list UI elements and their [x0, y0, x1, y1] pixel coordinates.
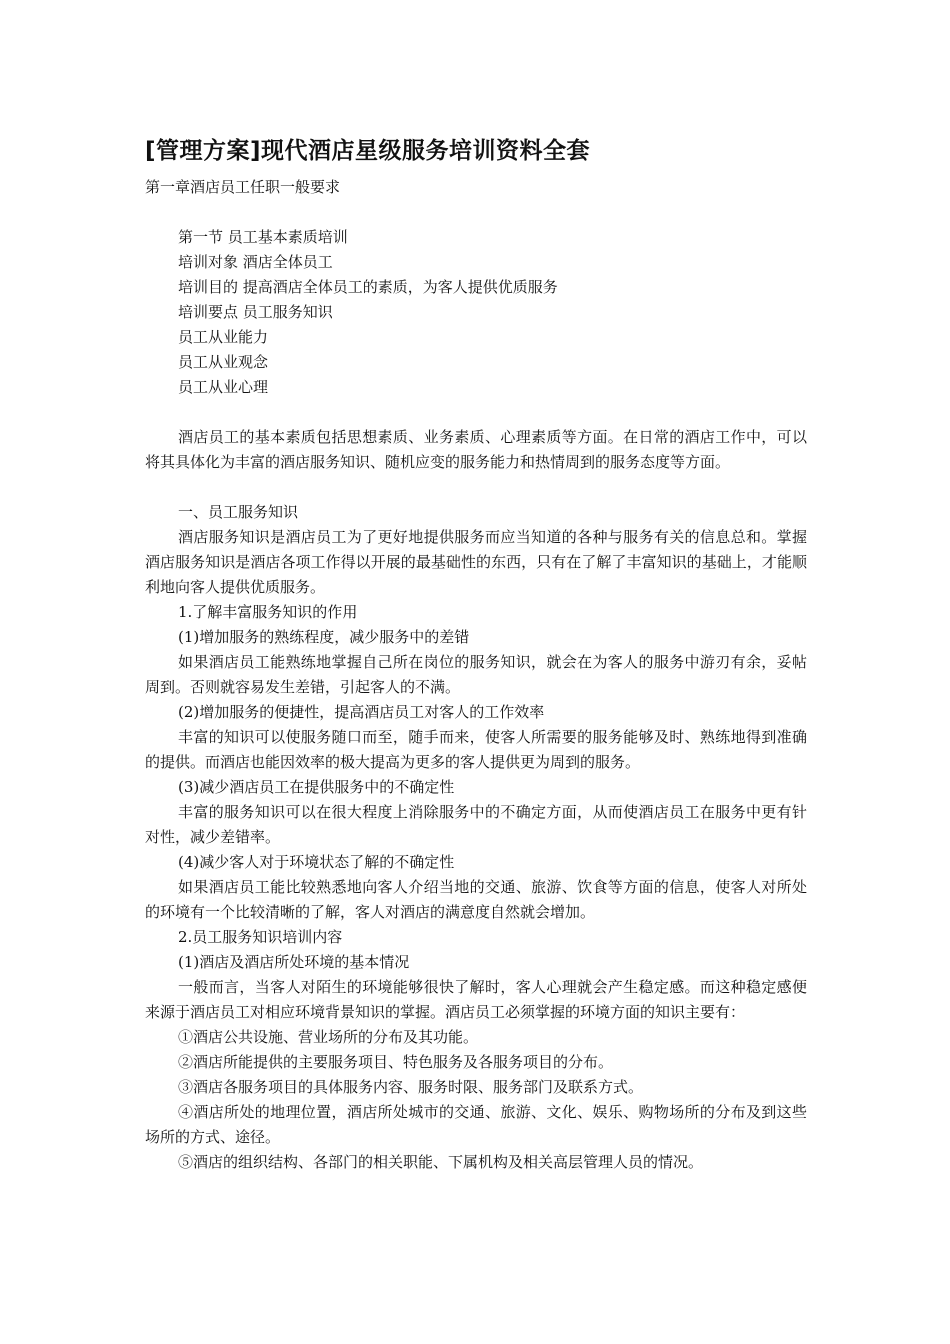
body-paragraph: 一般而言，当客人对陌生的环境能够很快了解时，客人心理就会产生稳定感。而这种稳定感便来源于酒店员工对相应环境背景知识的掌握。酒店员工必须掌握的环境方面的知识主要有：: [145, 978, 807, 1021]
section-line: 第一节 员工基本素质培训: [178, 228, 348, 246]
section-line: 员工从业心理: [178, 378, 269, 396]
body-paragraph: 酒店服务知识是酒店员工为了更好地提供服务而应当知道的各种与服务有关的信息总和。掌握酒店服务知识是酒店各项工作得以开展的最基础性的东西，只有在了解了丰富知识的基础上，才能顺利地向客人提供优质服务。: [145, 528, 807, 596]
subheading: (1)酒店及酒店所处环境的基本情况: [178, 953, 410, 971]
subheading: 2.员工服务知识培训内容: [178, 928, 343, 946]
list-item: ②酒店所能提供的主要服务项目、特色服务及各服务项目的分布。: [178, 1053, 614, 1071]
intro-paragraph: 酒店员工的基本素质包括思想素质、业务素质、心理素质等方面。在日常的酒店工作中，可以将其具体化为丰富的酒店服务知识、随机应变的服务能力和热情周到的服务态度等方面。: [145, 428, 807, 471]
body-paragraph: 丰富的服务知识可以在很大程度上消除服务中的不确定方面，从而使酒店员工在服务中更有针对性，减少差错率。: [145, 803, 807, 846]
body-paragraph: 如果酒店员工能熟练地掌握自己所在岗位的服务知识，就会在为客人的服务中游刃有余，妥帖周到。否则就容易发生差错，引起客人的不满。: [145, 653, 807, 696]
list-item: ③酒店各服务项目的具体服务内容、服务时限、服务部门及联系方式。: [178, 1078, 644, 1096]
list-item: ①酒店公共设施、营业场所的分布及其功能。: [178, 1028, 479, 1046]
part-heading: 一、员工服务知识: [178, 503, 299, 521]
section-line: 培训对象 酒店全体员工: [178, 253, 333, 271]
section-line: 培训目的 提高酒店全体员工的素质，为客人提供优质服务: [178, 278, 558, 296]
subheading: (1)增加服务的熟练程度，减少服务中的差错: [178, 628, 470, 646]
section-line: 员工从业能力: [178, 328, 269, 346]
subheading: (4)减少客人对于环境状态了解的不确定性: [178, 853, 455, 871]
document-page: [145, 135, 807, 1175]
chapter-heading: 第一章酒店员工任职一般要求: [145, 178, 341, 196]
body-paragraph: 丰富的知识可以使服务随口而至，随手而来，使客人所需要的服务能够及时、熟练地得到准确的提供。而酒店也能因效率的极大提高为更多的客人提供更为周到的服务。: [145, 728, 807, 771]
section-block: [145, 225, 807, 400]
list-item: ⑤酒店的组织结构、各部门的相关职能、下属机构及相关高层管理人员的情况。: [178, 1153, 704, 1171]
body-paragraph: 如果酒店员工能比较熟悉地向客人介绍当地的交通、旅游、饮食等方面的信息，使客人对所处的环境有一个比较清晰的了解，客人对酒店的满意度自然就会增加。: [145, 878, 807, 921]
subheading: (3)减少酒店员工在提供服务中的不确定性: [178, 778, 455, 796]
section-line: 员工从业观念: [178, 353, 269, 371]
subheading: 1.了解丰富服务知识的作用: [178, 603, 358, 621]
section-line: 培训要点 员工服务知识: [178, 303, 333, 321]
list-item: ④酒店所处的地理位置，酒店所处城市的交通、旅游、文化、娱乐、购物场所的分布及到这些场所的方式、途径。: [145, 1103, 807, 1146]
document-title: [管理方案]现代酒店星级服务培训资料全套: [145, 138, 591, 164]
subheading: (2)增加服务的便捷性，提高酒店员工对客人的工作效率: [178, 703, 545, 721]
